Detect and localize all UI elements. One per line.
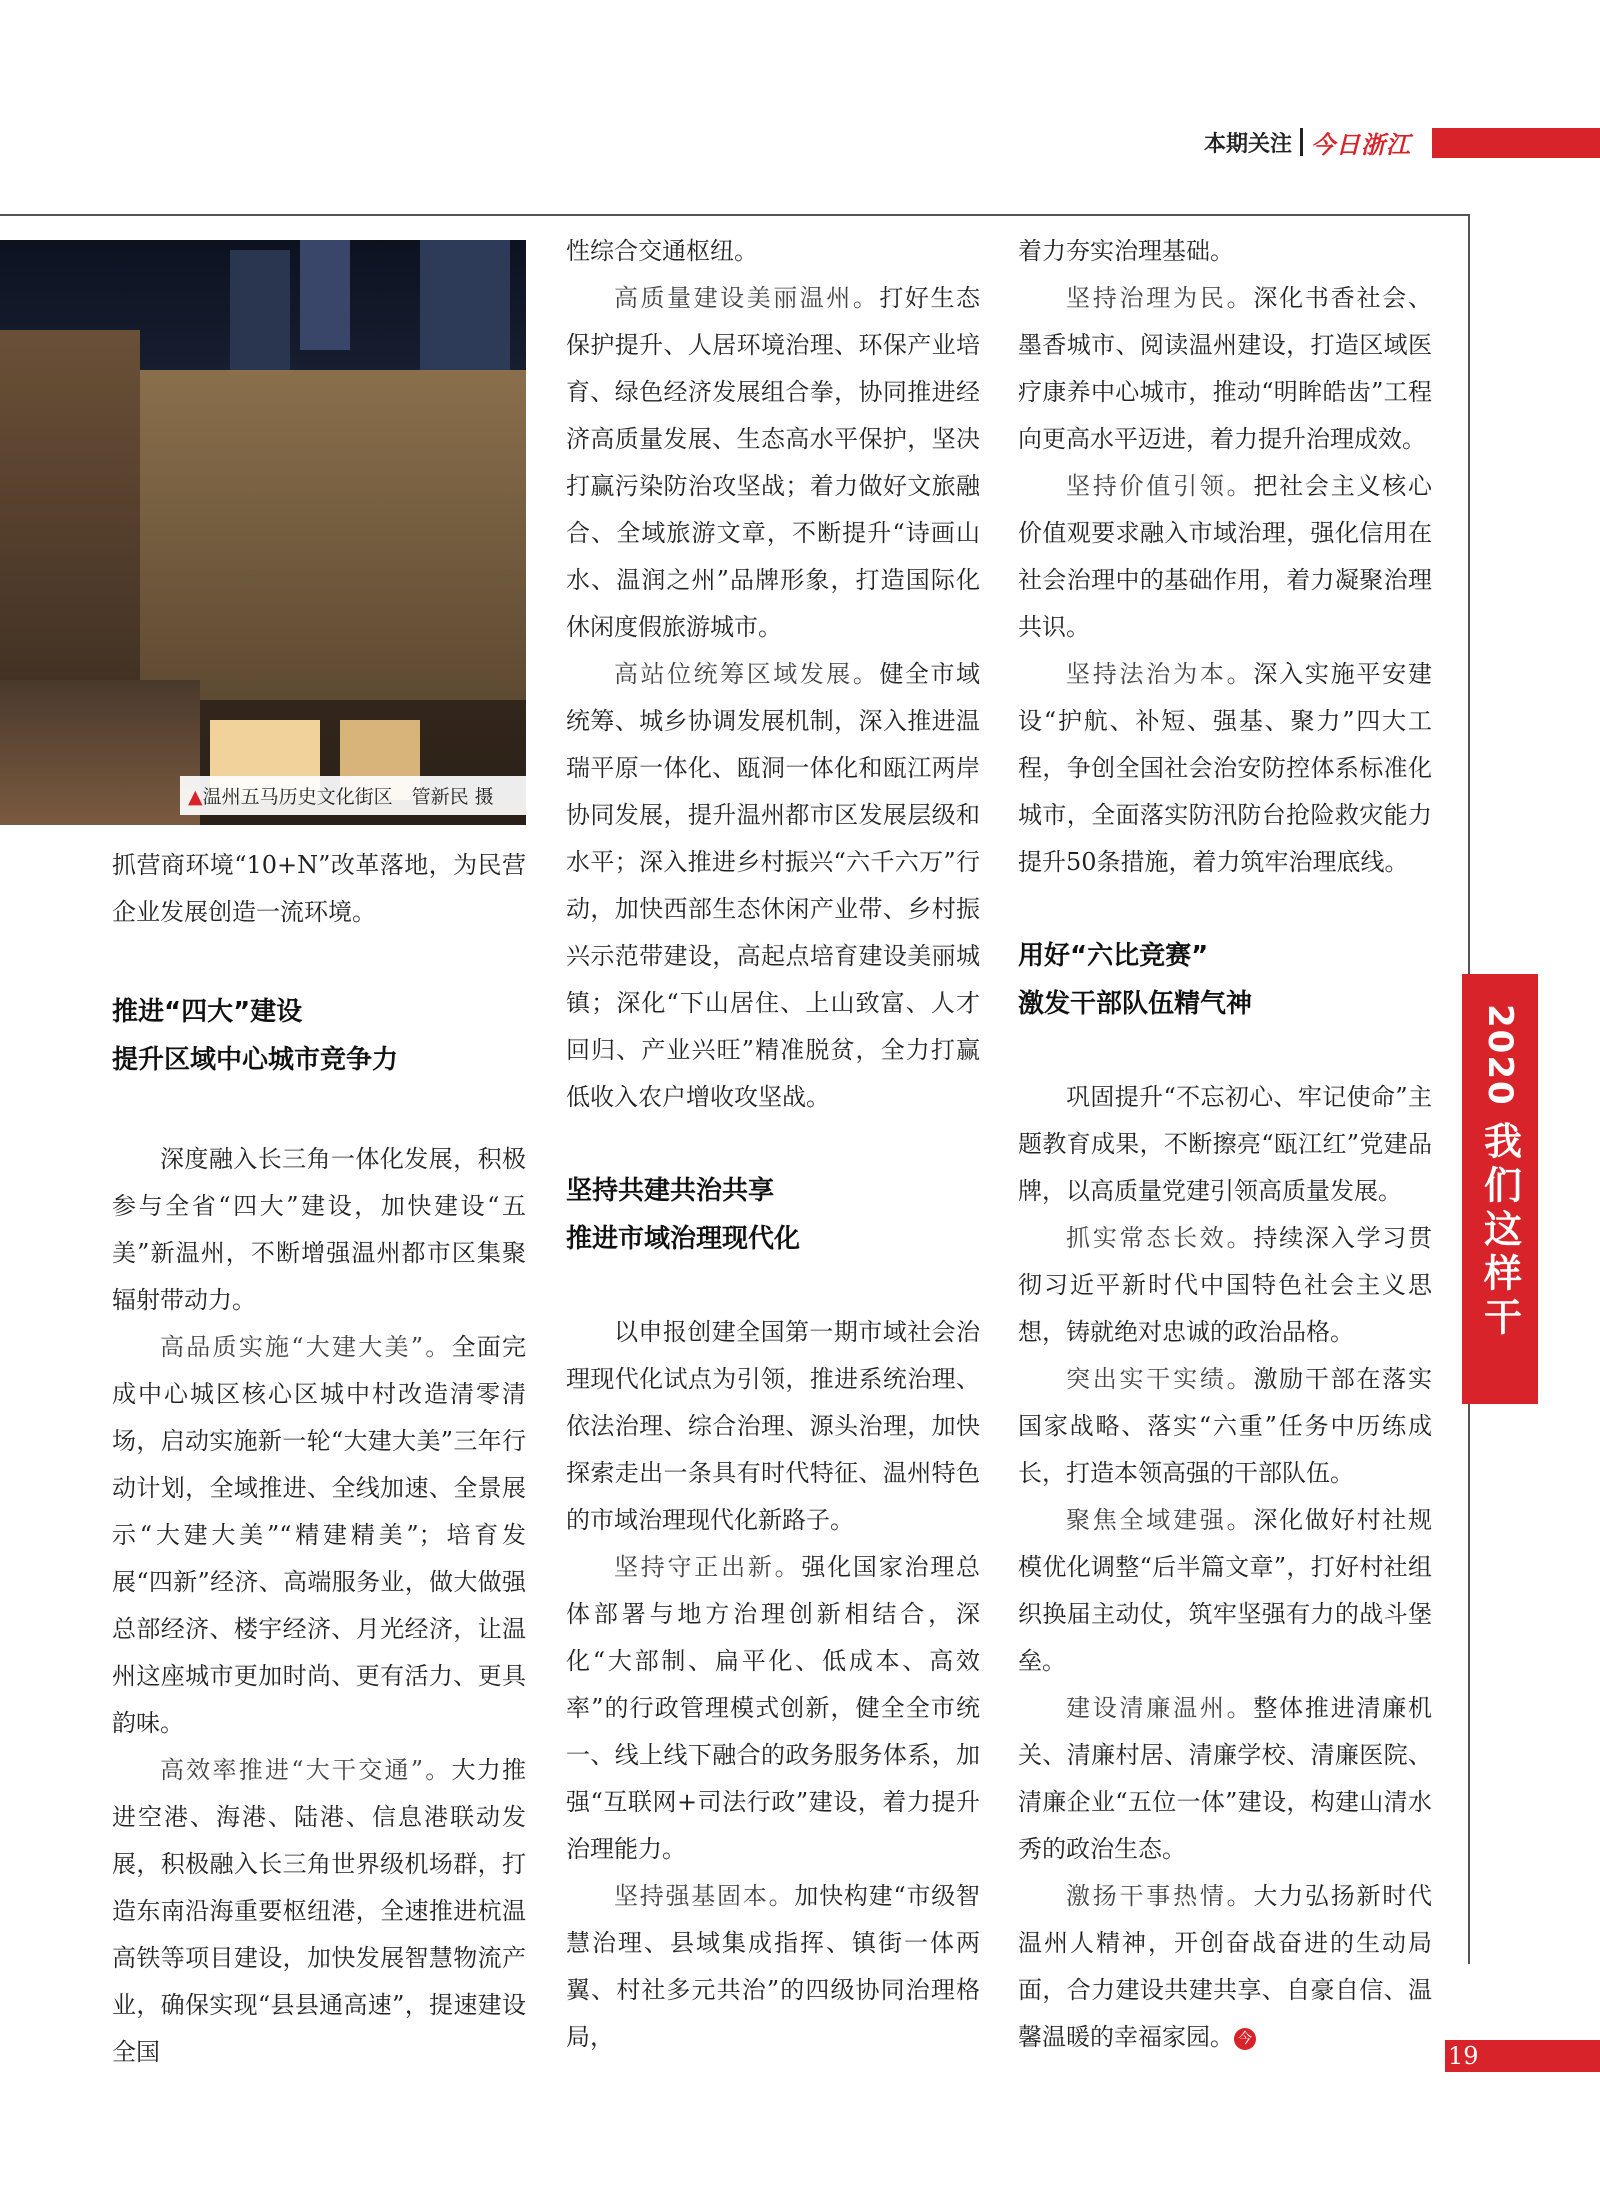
paragraph: 激扬干事热情。大力弘扬新时代温州人精神，开创奋战奋进的生动局面，合力建设共建共享、自豪自信、温馨温暖的幸福家园。 今 (1018, 1882, 1433, 2051)
paragraph: 高站位统筹区域发展。健全市域统筹、城乡协调发展机制，深入推进温瑞平原一体化、瓯洞一体化和瓯江两岸协同发展，提升温州都市区发展层级和水平；深入推进乡村振兴“六千六万”行动，加快西部生态休闲产业带、乡村振兴示范带建设，高起点培育建设美丽城镇；深化“下山居住、上山致富、人才回归、产业兴旺”精准脱贫，全力打赢低收入农户增收攻坚战。 (566, 660, 981, 1111)
caption-text: 温州五马历史文化街区 管新民 摄 (202, 786, 494, 808)
skyline-tower (230, 250, 290, 370)
skyline-tower (300, 240, 350, 350)
column-1 (112, 842, 526, 2076)
paragraph: 高效率推进“大干交通”。大力推进空港、海港、陆港、信息港联动发展，积极融入长三角世界级机场群，打造东南沿海重要枢纽港，全速推进杭温高铁等项目建设，加快发展智慧物流产业，确保实现“县县通高速”，提速建设全国 (112, 1756, 526, 2066)
header-divider (1300, 128, 1303, 156)
street-photo (0, 240, 526, 825)
column-2 (566, 228, 980, 2061)
caption-marker-icon: ▲ (188, 786, 203, 808)
magazine-logo: 今日浙江 (1311, 130, 1412, 159)
end-mark-icon: 今 (1234, 2028, 1256, 2050)
paragraph: 性综合交通枢纽。 (566, 237, 758, 265)
paragraph: 突出实干实绩。激励干部在落实国家战略、落实“六重”任务中历练成长，打造本领高强的干部队伍。 (1018, 1365, 1433, 1487)
paragraph: 坚持强基固本。加快构建“市级智慧治理、县域集成指挥、镇街一体两翼、村社多元共治”的四级协同治理格局， (566, 1882, 980, 2051)
section-year: 2020 (1480, 1004, 1520, 1107)
paragraph: 着力夯实治理基础。 (1018, 237, 1234, 265)
page-number: 19 (1448, 2042, 1479, 2070)
paragraph: 抓营商环境“10+N”改革落地，为民营企业发展创造一流环境。 (112, 851, 526, 926)
paragraph: 巩固提升“不忘初心、牢记使命”主题教育成果，不断擦亮“瓯江红”党建品牌，以高质量党建引领高质量发展。 (1018, 1083, 1432, 1205)
paragraph: 高质量建设美丽温州。打好生态保护提升、人居环境治理、环保产业培育、绿色经济发展组合拳，协同推进经济高质量发展、生态高水平保护，坚决打赢污染防治攻坚战；着力做好文旅融合、全域旅游文章，不断提升“诗画山水、温润之州”品牌形象，打造国际化休闲度假旅游城市。 (566, 284, 981, 641)
historic-building (130, 370, 526, 700)
section-heading: 用好“六比竞赛” 激发干部队伍精气神 (1018, 941, 1253, 1019)
paragraph: 抓实常态长效。持续深入学习贯彻习近平新时代中国特色社会主义思想，铸就绝对忠诚的政治品格。 (1018, 1224, 1433, 1346)
photo-caption (180, 776, 526, 815)
skyline-tower (420, 240, 510, 380)
paragraph: 聚焦全域建强。深化做好村社规模优化调整“后半篇文章”，打好村社组织换届主动仗，筑牢坚强有力的战斗堡垒。 (1018, 1506, 1433, 1675)
section-tab (1462, 974, 1538, 1404)
paragraph: 以申报创建全国第一期市域社会治理现代化试点为引领，推进系统治理、依法治理、综合治理、源头治理，加快探索走出一条具有时代特征、温州特色的市域治理现代化新路子。 (566, 1318, 980, 1534)
paragraph: 建设清廉温州。整体推进清廉机关、清廉村居、清廉学校、清廉医院、清廉企业“五位一体”建设，构建山清水秀的政治生态。 (1018, 1694, 1433, 1863)
header-red-bar (1432, 128, 1600, 158)
section-label: 本期关注 (1204, 131, 1293, 157)
section-heading: 坚持共建共治共享 推进市域治理现代化 (566, 1176, 801, 1254)
street-crowd (0, 680, 200, 825)
section-heading: 推进“四大”建设 提升区域中心城市竞争力 (112, 997, 399, 1075)
frame-top-rule (0, 214, 1470, 216)
paragraph: 高品质实施“大建大美”。全面完成中心城区核心区城中村改造清零清场，启动实施新一轮“大建大美”三年行动计划，全域推进、全线加速、全景展示“大建大美”“精建精美”；培育发展“四新”经济、高端服务业，做大做强总部经济、楼宇经济、月光经济，让温州这座城市更加时尚、更有活力、更具韵味。 (112, 1333, 526, 1737)
paragraph: 坚持法治为本。深入实施平安建设“护航、补短、强基、聚力”四大工程，争创全国社会治安防控体系标准化城市，全面落实防汛防台抢险救灾能力提升50条措施，着力筑牢治理底线。 (1018, 660, 1433, 876)
column-3 (1018, 228, 1432, 2061)
paragraph: 坚持价值引领。把社会主义核心价值观要求融入市域治理，强化信用在社会治理中的基础作用，着力凝聚治理共识。 (1018, 472, 1433, 641)
paragraph: 深度融入长三角一体化发展，积极参与全省“四大”建设，加快建设“五美”新温州，不断增强温州都市区集聚辐射带动力。 (112, 1145, 526, 1314)
paragraph: 坚持治理为民。深化书香社会、墨香城市、阅读温州建设，打造区域医疗康养中心城市，推动“明眸皓齿”工程向更高水平迈进，着力提升治理成效。 (1018, 284, 1433, 453)
paragraph: 坚持守正出新。强化国家治理总体部署与地方治理创新相结合，深化“大部制、扁平化、低成本、高效率”的行政管理模式创新，健全全市统一、线上线下融合的政务服务体系，加强“互联网+司法行政”建设，着力提升治理能力。 (566, 1553, 981, 1863)
section-title: 我们这样干 (1477, 1120, 1522, 1341)
page-header (1204, 124, 1411, 160)
